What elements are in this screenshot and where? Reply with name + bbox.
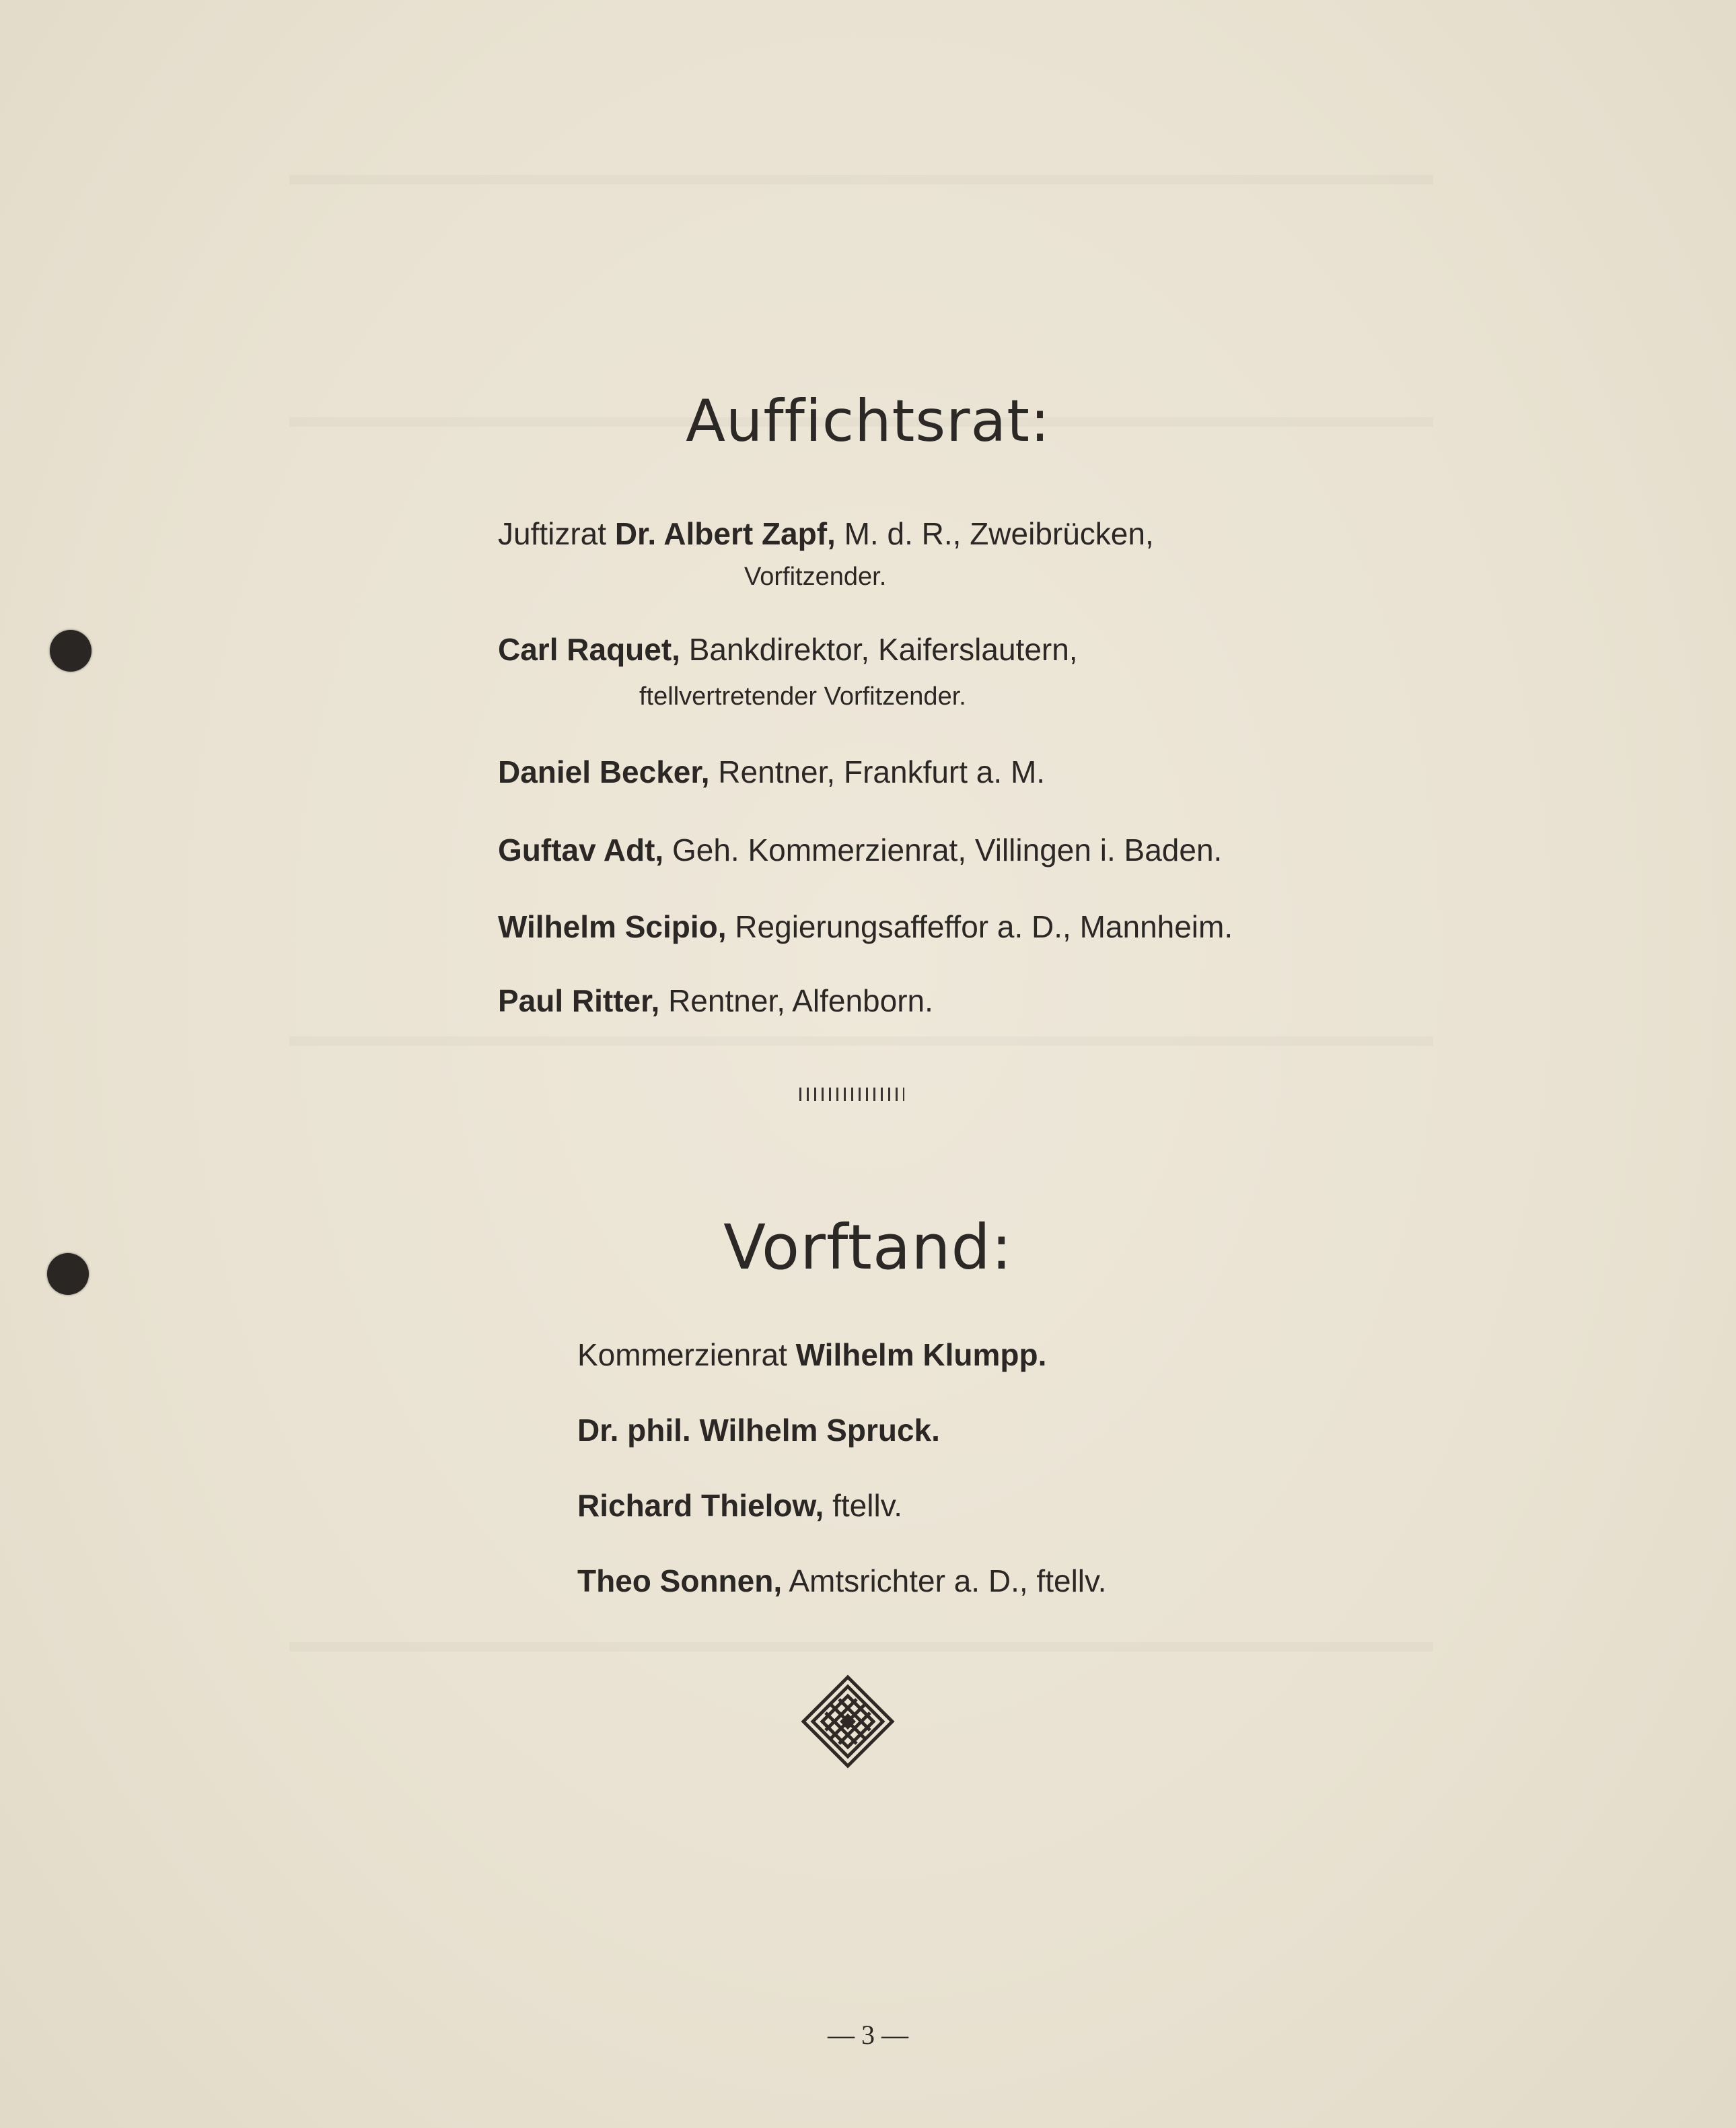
vorstand-member: Dr. phil. Wilhelm Spruck. — [577, 1413, 940, 1448]
aufsichtsrat-member: Guftav Adt, Geh. Kommerzienrat, Villingen i. Baden. — [498, 832, 1223, 867]
aufsichtsrat-member: Wilhelm Scipio, Regierungsaffeffor a. D., Mannheim. — [498, 909, 1233, 944]
aufsichtsrat-member: Paul Ritter, Rentner, Alfenborn. — [498, 983, 933, 1018]
aufsichtsrat-member-role: ftellvertretender Vorfitzender. — [639, 682, 966, 711]
vorstand-member: Kommerzienrat Wilhelm Klumpp. — [577, 1337, 1047, 1372]
aufsichtsrat-member-role: Vorfitzender. — [744, 563, 887, 591]
vorstand-member: Richard Thielow, ftellv. — [577, 1488, 903, 1523]
aufsichtsrat-heading: Auffichtsrat: — [686, 388, 1050, 455]
bleed-through-text — [289, 1036, 1433, 1046]
vorstand-heading: Vorftand: — [723, 1211, 1013, 1283]
bleed-through-text — [289, 1642, 1433, 1652]
vorstand-member: Theo Sonnen, Amtsrichter a. D., ftellv. — [577, 1563, 1107, 1598]
ornament-icon — [801, 1674, 895, 1769]
bleed-through-text — [289, 175, 1433, 184]
section-divider — [799, 1088, 904, 1101]
aufsichtsrat-member: Carl Raquet, Bankdirektor, Kaiferslautern, — [498, 632, 1078, 667]
page-number: — 3 — — [828, 2020, 908, 2050]
aufsichtsrat-member: Daniel Becker, Rentner, Frankfurt a. M. — [498, 754, 1046, 789]
punch-hole — [50, 630, 92, 672]
aufsichtsrat-member: Juftizrat Dr. Albert Zapf, M. d. R., Zweibrücken, — [498, 516, 1154, 551]
